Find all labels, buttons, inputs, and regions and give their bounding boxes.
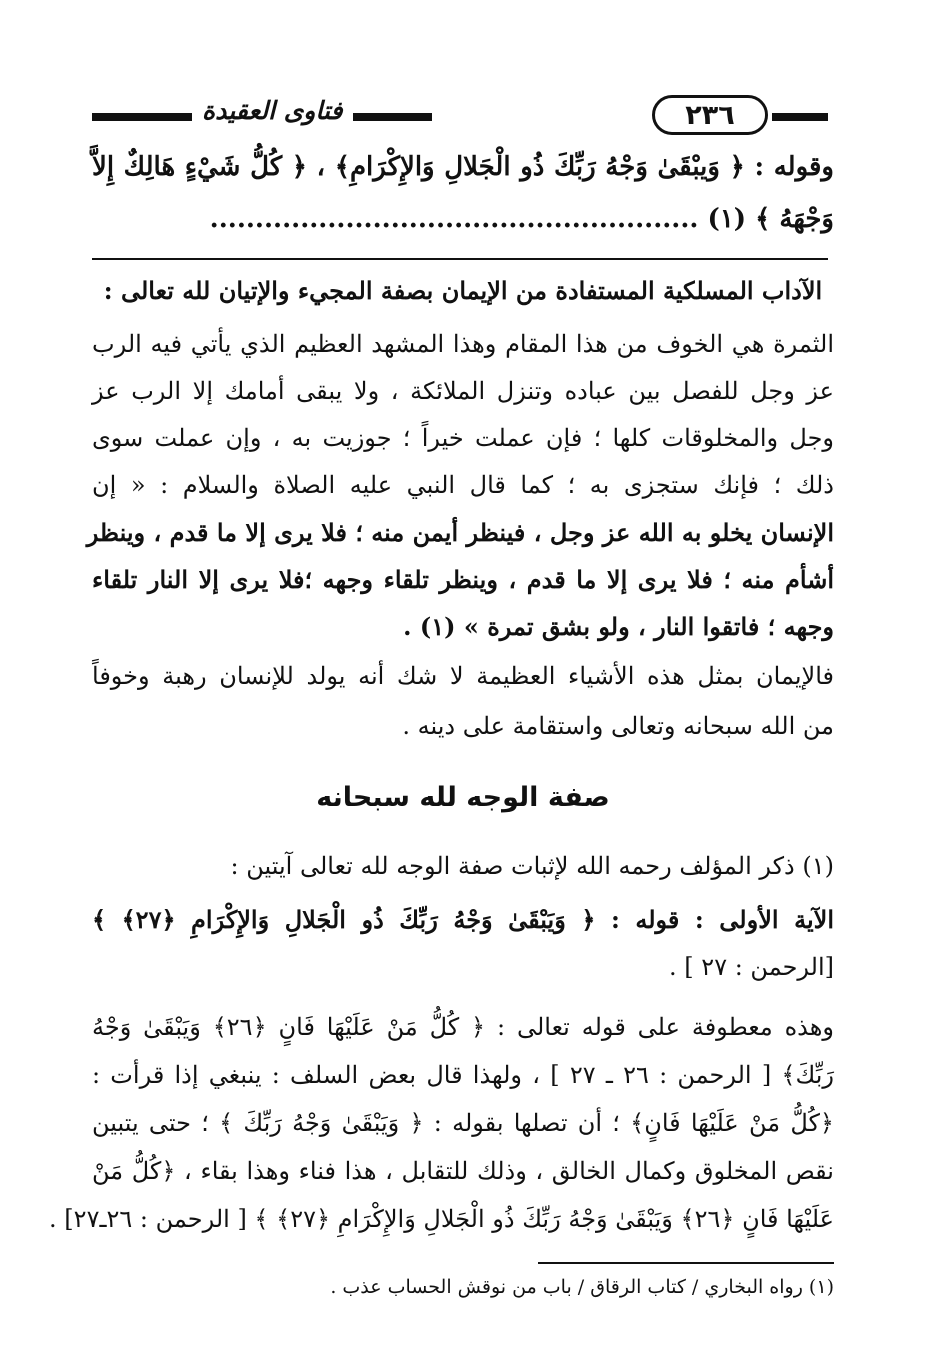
- paragraph: [49, 1013, 834, 1249]
- continued-quote: [92, 152, 834, 252]
- text-line: فالإيمان بمثل هذه الأشياء العظيمة لا شك أنه يولد للإنسان رهبة وخوفاً: [92, 662, 834, 690]
- paragraph: [92, 662, 834, 762]
- section-heading-text: الآداب المسلكية المستفادة من الإيمان بصفة المجيء والإتيان لله تعالى :: [103, 276, 823, 305]
- paragraph: [86, 330, 834, 660]
- text-line: عَلَيْهَا فَانٍ ﴿٢٦﴾ وَيَبْقَىٰ وَجْهُ رَبِّكَ ذُو الْجَلالِ وَالإِكْرَامِ ﴿٢٧﴾ ﴾ [ الرحمن : ٢٦ـ٢٧] .: [49, 1205, 834, 1233]
- page-number: ٢٣٦: [652, 95, 768, 135]
- book-title: فتاوى العقيدة: [192, 96, 353, 125]
- text-line: رَبِّكَ﴾ [ الرحمن : ٢٦ ـ ٢٧ ] ، ولهذا قال بعض السلف : ينبغي إذا قرأت :: [92, 1061, 834, 1089]
- text-line: وَجْهَهُ ﴾ (١) ......................................................: [209, 204, 834, 234]
- page-header: [92, 92, 828, 138]
- text-line: الإنسان يخلو به الله عز وجل ، فينظر أيمن منه ؛ فلا يرى إلا ما قدم ، وينظر: [86, 518, 834, 547]
- text-line: ﴿كُلُّ مَنْ عَلَيْهَا فَانٍ﴾ ؛ أن تصلها بقوله : ﴿ وَيَبْقَىٰ وَجْهُ رَبِّكَ ﴾ ؛ حتى يتبين: [92, 1109, 834, 1137]
- text-line: من الله سبحانه وتعالى واستقامة على دينه .: [402, 712, 834, 740]
- footnote: [92, 1276, 834, 1312]
- text-line: [الرحمن : ٢٧ ] .: [669, 953, 834, 981]
- text-line: وجل والمخلوقات كلها ؛ فإن عملت خيراً ؛ جوزيت به ، وإن عملت سوى: [92, 424, 834, 452]
- top-divider: [92, 258, 828, 260]
- paragraph: [92, 905, 834, 995]
- footnote-divider: [538, 1262, 834, 1264]
- text-line: الثمرة هي الخوف من هذا المقام وهذا المشهد العظيم الذي يأتي فيه الرب: [92, 330, 834, 358]
- header-rule-right: [772, 113, 828, 121]
- text-line: وجهه ؛ فاتقوا النار ، ولو بشق تمرة » (١) .: [403, 612, 834, 641]
- text-line: وقوله : ﴿ وَيبْقَىٰ وَجْهُ رَبِّكَ ذُو الْجَلالِ وَالإِكْرَامِ﴾ ، ﴿ كُلُّ شَيْءٍ هَالِكٌ إِلاَّ: [92, 152, 834, 182]
- text-line: ذلك ؛ فإنك ستجزى به ؛ كما قال النبي عليه الصلاة والسلام : « إن: [92, 471, 834, 499]
- text-line: أشأم منه ؛ فلا يرى إلا ما قدم ، وينظر تلقاء وجهه ؛فلا يرى إلا النار تلقاء: [92, 565, 834, 594]
- section-title-text: صفة الوجه لله سبحانه: [316, 782, 610, 813]
- text-line: عز وجل للفصل بين عباده وتنزل الملائكة ، ولا يبقى أمامك إلا الرب عز: [92, 377, 834, 405]
- text-line: وهذه معطوفة على قوله تعالى : ﴿ كُلُّ مَنْ عَلَيْهَا فَانٍ ﴿٢٦﴾ وَيَبْقَىٰ وَجْهُ: [92, 1013, 834, 1041]
- paragraph: [92, 852, 834, 890]
- text-line: نقص المخلوق وكمال الخالق ، وذلك للتقابل ، هذا فناء وهذا بقاء ، ﴿كُلُّ مَنْ: [92, 1157, 834, 1185]
- text-line: (١) ذكر المؤلف رحمه الله لإثبات صفة الوجه لله تعالى آيتين :: [230, 852, 834, 880]
- text-line: الآية الأولى : قوله : ﴿ وَيَبْقَىٰ وَجْهُ رَبِّكَ ذُو الْجَلالِ وَالإِكْرَامِ ﴿٢٧﴾ ﴾: [92, 905, 835, 934]
- footnote-text: (١) رواه البخاري / كتاب الرقاق / باب من نوقش الحساب عذب .: [330, 1276, 834, 1298]
- section-title: [92, 782, 834, 828]
- section-heading: [92, 276, 834, 316]
